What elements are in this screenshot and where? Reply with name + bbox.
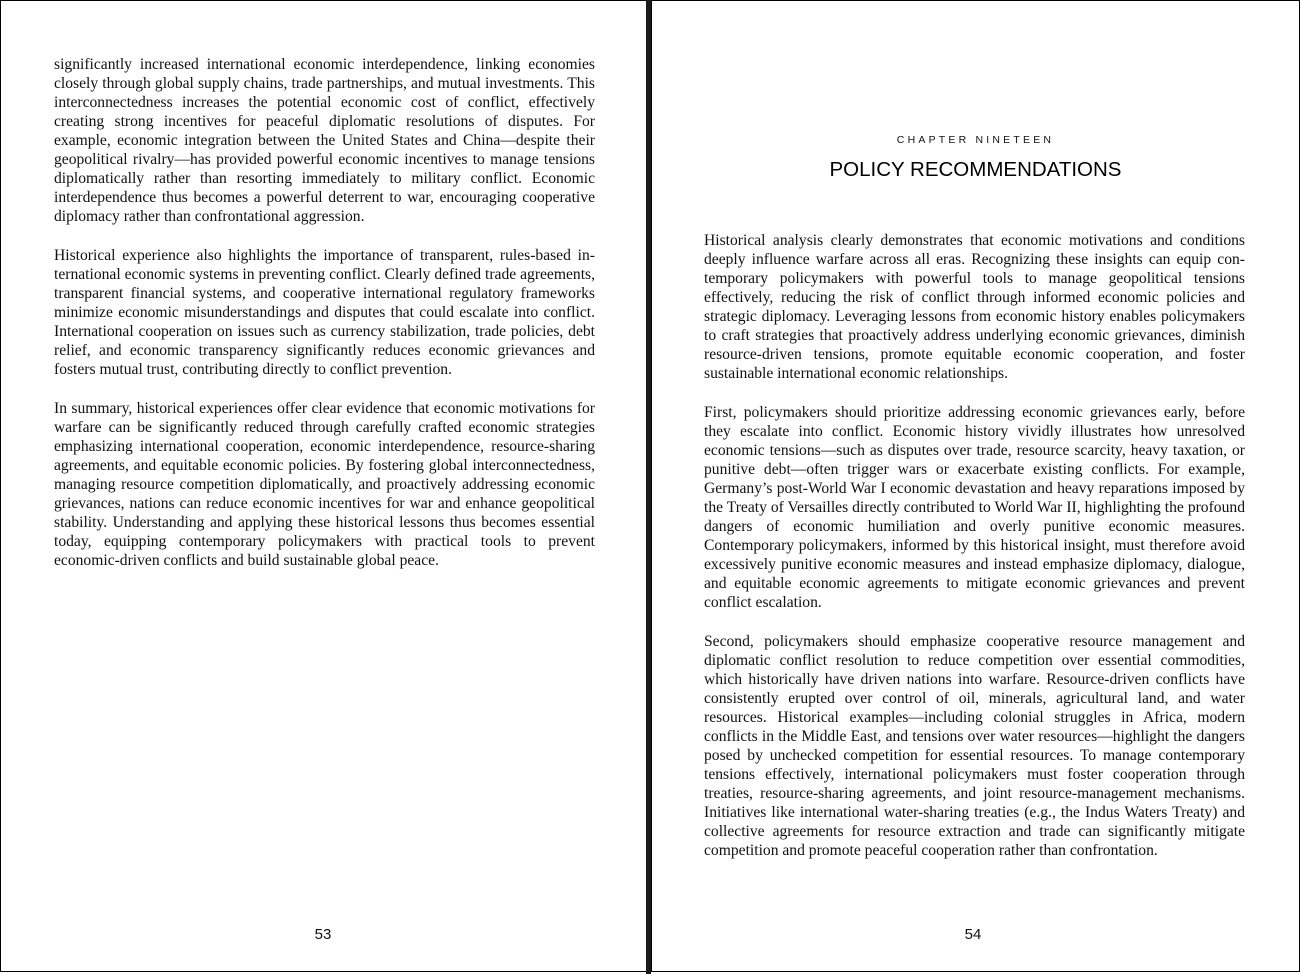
paragraph: Second, policymakers should emphasize cooperative resource management and diplomatic conflict resolution to reduce competition over essential commodities, which historically have driven nations into warfare. Resource-driven conflicts have consistently erupted over control of oil, minerals, agricultural land, and water resources. Historical examples—including colonial struggles in Africa, modern conflicts in the Middle East, and tensions over water resources—highlight the dangers posed by unchecked competition for essential resources. To manage contemporary tensions effectively, international policymakers must foster cooperation through treaties, resource-sharing agreements, and joint resource-management mechanisms. Initiatives like international water-sharing treaties (e.g., the Indus Waters Treaty) and collective agreements for resource extraction and trade can significantly mitigate competition and promote peaceful cooperation rather than confrontation. — [704, 633, 1245, 859]
chapter-label: CHAPTER NINETEEN — [896, 134, 1055, 146]
right-page — [651, 0, 1300, 974]
paragraph: significantly increased international economic interdependence, linking economies closely through global supply chains, trade partnerships, and mutual investments. This interconnectedness increases the potential economic cost of conflict, effectively creating strong incentives for peaceful diplomatic resolutions of disputes. For example, economic integration between the United States and China—despite their geopolitical rivalry—has provided powerful economic incentives to manage tensions diplomatically rather than resorting immediately to military conflict. Economic interdependence thus becomes a powerful deterrent to war, encouraging cooperative diplomacy rather than confrontational aggression. — [54, 56, 595, 225]
paragraph: Historical experience also highlights the importance of transparent, rules-based international economic systems in preventing conflict. Clearly defined trade agreements, transparent financial systems, and cooperative international regulatory frameworks minimize economic misunderstandings and disputes that could escalate into conflict. International cooperation on issues such as currency stabilization, trade policies, debt relief, and economic transparency significantly reduces economic grievances and fosters mutual trust, contributing directly to conflict prevention. — [54, 247, 595, 378]
paragraph: First, policymakers should prioritize addressing economic grievances early, before they escalate into conflict. Economic history vividly illustrates how unresolved economic tensions—such as disputes over trade, resource scarcity, heavy taxation, or punitive debt—often trigger wars or exacerbate existing conflicts. For example, Germany’s post-World War I economic devastation and heavy reparations imposed by the Treaty of Versailles directly contributed to World War II, highlighting the profound dangers of economic humiliation and overly punitive economic measures. Contemporary policymakers, informed by this historical insight, must therefore avoid excessively punitive economic measures and instead emphasize diplomacy, dialogue, and equitable economic agreements to mitigate economic grievances and prevent conflict escalation. — [704, 404, 1245, 611]
left-page-body — [54, 55, 595, 590]
page-number: 53 — [314, 926, 332, 943]
paragraph: In summary, historical experiences offer clear evidence that economic motivations for warfare can be significantly reduced through carefully crafted economic strategies emphasizing international cooperation, economic interdependence, resource-sharing agreements, and equitable economic policies. By fostering global interconnectedness, managing resource competition diplomatically, and proactively addressing economic grievances, nations can reduce economic incentives for war and enhance geopolitical stability. Understanding and applying these historical lessons thus becomes essential today, equipping contemporary policymakers with practical tools to prevent economic-driven conflicts and build sustainable global peace. — [54, 400, 595, 569]
paragraph: Historical analysis clearly demonstrates that economic motivations and conditions deeply influence warfare across all eras. Recognizing these insights can equip contemporary policymakers with powerful tools to manage geopolitical tensions effectively, reducing the risk of conflict through informed economic policies and strategic diplomacy. Leveraging lessons from economic history enables policymakers to craft strategies that proactively address underlying economic grievances, diminish resource-driven tensions, promote equitable economic cooperation, and foster sustainable international economic relationships. — [704, 232, 1245, 382]
right-page-body — [704, 231, 1245, 880]
chapter-title: POLICY RECOMMENDATIONS — [829, 158, 1122, 181]
page-number: 54 — [964, 926, 982, 943]
left-page — [0, 0, 646, 974]
